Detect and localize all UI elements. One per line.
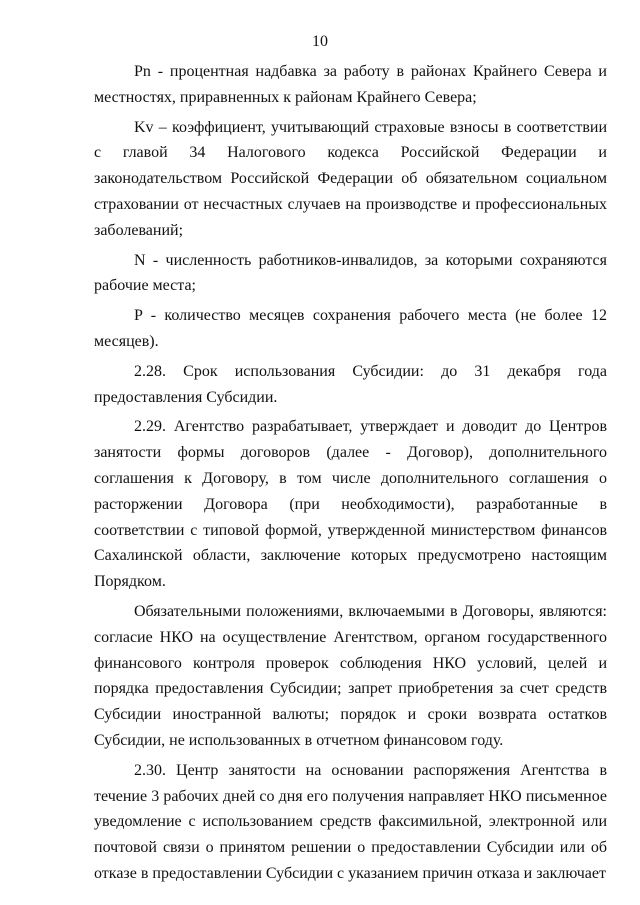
paragraph-mandatory-provisions: Обязательными положениями, включаемыми в Договоры, являются: согласие НКО на осуществление Агентством, органом государственного финансового контроля проверок соблюдения НКО условий, целей и порядка предоставления Субсидии; запрет приобретения за счет средств Субсидии иностранной валюты; порядок и сроки возврата остатков Субсидии, не использованных в отчетном финансовом году. (94, 602, 607, 749)
paragraph-2-29: 2.29. Агентство разрабатывает, утверждает и доводит до Центров занятости формы договоров (далее - Договор), дополнительного соглашения к Договору, в том числе дополнительного соглашения о расторжении Договора (при необходимости), разработанные в соответствии с типовой формой, утвержденной министерством финансов Сахалинской области, заключение которых предусмотрено настоящим Порядком. (94, 418, 607, 591)
paragraph-pn-definition: Pn - процентная надбавка за работу в районах Крайнего Севера и местностях, приравненных к районам Крайнего Севера; (94, 63, 607, 106)
page-number: 10 (312, 33, 328, 50)
paragraph-n-definition: N - численность работников-инвалидов, за которыми сохраняются рабочие места; (94, 251, 607, 295)
paragraph-2-30: 2.30. Центр занятости на основании распоряжения Агентства в течение 3 рабочих дней со дня его получения направляет НКО письменное уведомление с использованием средств факсимильной, электронной или почтовой связи о принятом решении о предоставлении Субсидии или об отказе в предоставлении Субсидии с указанием причин отказа и заключает (94, 761, 607, 882)
document-body (94, 59, 607, 891)
paragraph-kv-definition: Kv – коэффициент, учитывающий страховые взносы в соответствии с главой 34 Налогового кодекса Российской Федерации и законодательством Российской Федерации об обязательном социальном страховании от несчастных случаев на производстве и профессиональных заболеваний; (94, 118, 607, 239)
paragraph-2-28: 2.28. Срок использования Субсидии: до 31 декабря года предоставления Субсидии. (94, 362, 607, 406)
paragraph-p-definition: P - количество месяцев сохранения рабочего места (не более 12 месяцев). (94, 307, 607, 350)
